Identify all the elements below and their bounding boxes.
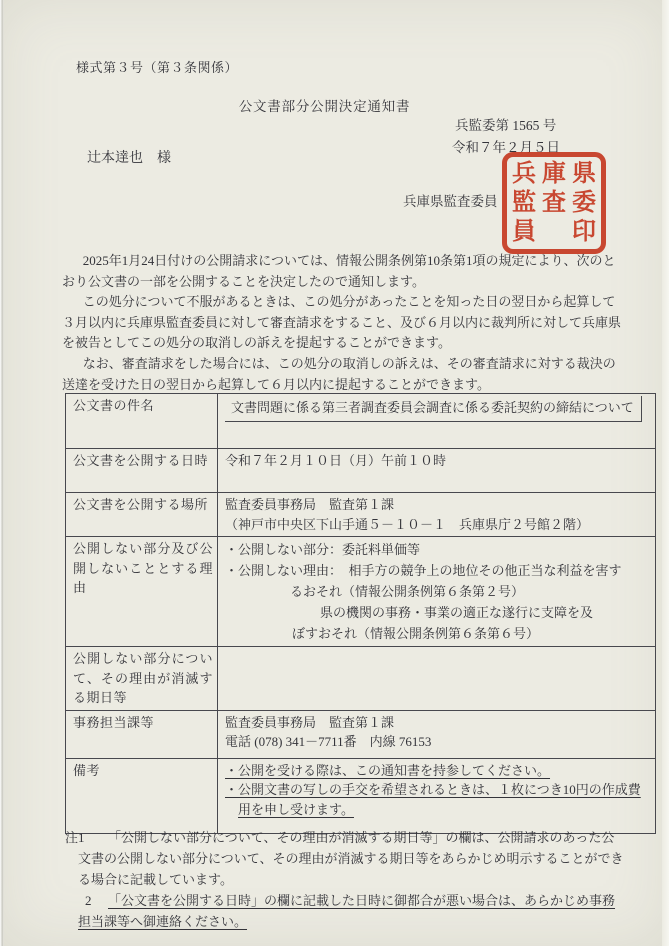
document-number: 兵監委第 1565 号 — [455, 118, 557, 133]
form-number: 様式第３号（第３条関係） — [76, 60, 239, 75]
place-line: （神戸市中央区下山手通５－１０－１ 兵庫県庁２号館２階） — [225, 516, 590, 532]
footnote-text: 「公開しない部分について、その理由が消滅する期日等」の欄は、公開請求のあった公文書の公開しない部分について、その理由が消滅する期日等をあらかじめ明示することができる場合に記載しています。 — [78, 830, 624, 887]
footnote-marker: 2 — [85, 893, 92, 908]
seal-char: 査 — [542, 189, 566, 216]
seal-char: 兵 — [512, 160, 536, 187]
row-value — [218, 758, 656, 833]
table-row-nondisclosure-reason — [66, 537, 656, 647]
row-value: 令和７年２月１０日（月）午前１０時 — [218, 449, 656, 493]
reason-line: ・公開しない理由： 相手方の競争上の地位その他正当な利益を害す — [225, 563, 622, 578]
footnote-1 — [65, 827, 627, 890]
contact-line: 監査委員事務局 監査第１課 — [225, 714, 395, 730]
seal-char: 員 — [512, 219, 536, 246]
scan-edge-right — [662, 0, 669, 946]
row-label: 公開しない部分及び公開しないこととする理由 — [66, 537, 218, 647]
issuer-name: 兵庫県監査委員 — [403, 194, 498, 209]
subject-title-box: 文書問題に係る第三者調査委員会調査に係る委託契約の締結について — [225, 396, 642, 422]
remark-item: ・公開を受ける際は、この通知書を持参してください。 — [225, 762, 551, 778]
seal-char: 委 — [572, 189, 596, 216]
table-row-contact — [66, 710, 656, 758]
row-label: 公文書を公開する日時 — [66, 449, 218, 493]
official-red-seal — [502, 152, 606, 254]
body-paragraph: 2025年1月24日付けの公開請求については、情報公開条例第10条第1項の規定により、次のとおり公文書の一部を公開することを決定したので通知します。 — [62, 253, 616, 289]
issue-date: 令和７年２月５日 — [452, 140, 560, 155]
table-row-datetime — [66, 449, 656, 493]
reason-line: 県の機関の事務・事業の適正な遂行に支障を及 — [320, 605, 594, 620]
table-row-expiry-date — [66, 647, 656, 711]
seal-char: 印 — [572, 219, 596, 246]
table-row-place — [66, 493, 656, 537]
row-label: 公文書の件名 — [66, 394, 218, 449]
scan-edge-left — [0, 0, 4, 946]
addressee: 辻本達也 様 — [87, 151, 171, 166]
seal-char: 庫 — [542, 160, 566, 187]
table-row-remarks — [66, 758, 656, 833]
row-value — [218, 647, 656, 711]
body-paragraph: この処分について不服があるときは、この処分があったことを知った日の翌日から起算して３月以内に兵庫県監査委員に対して審査請求をすること、及び６月以内に裁判所に対して兵庫県を被告としてこの処分の取消しの訴えを提起することができます。 — [62, 294, 622, 351]
row-value — [218, 710, 656, 758]
footnote-text: 「公文書を公開する日時」の欄に記載した日時に御都合が悪い場合は、あらかじめ事務担当課等へ御連絡ください。 — [78, 893, 616, 929]
place-line: 監査委員事務局 監査第１課 — [225, 497, 395, 512]
notification-body — [62, 251, 623, 395]
row-value — [218, 537, 656, 647]
seal-char: 監 — [512, 189, 536, 216]
body-paragraph: なお、審査請求をした場合には、この処分の取消しの訴えは、その審査請求に対する裁決の送達を受けた日の翌日から起算して６月以内に提起することができます。 — [62, 355, 616, 392]
footnotes — [65, 827, 627, 932]
row-value — [218, 394, 656, 449]
row-label: 備考 — [66, 758, 218, 833]
footnote-2 — [65, 890, 627, 932]
table-row-subject — [66, 394, 656, 449]
contact-line: 電話 (078) 341－7711番 内線 76153 — [225, 734, 432, 749]
remark-item: ・公開文書の写しの手交を希望されるときは、１枚につき10円の作成費用を申し受けます。 — [225, 782, 641, 817]
row-value — [218, 493, 656, 537]
reason-line: ぼすおそれ（情報公開条例第６条第６号） — [292, 626, 540, 641]
seal-char: 県 — [572, 160, 596, 187]
row-label: 公文書を公開する場所 — [66, 493, 218, 537]
row-label: 事務担当課等 — [66, 710, 218, 758]
document-title: 公文書部分公開決定通知書 — [238, 99, 411, 114]
footnote-marker: 注1 — [65, 830, 85, 845]
decision-detail-table — [65, 393, 656, 834]
row-label: 公開しない部分について、その理由が消滅する期日等 — [66, 647, 218, 711]
reason-line: るおそれ（情報公開条例第６条第２号） — [290, 584, 525, 599]
reason-line: ・公開しない部分：委託料単価等 — [225, 542, 421, 557]
